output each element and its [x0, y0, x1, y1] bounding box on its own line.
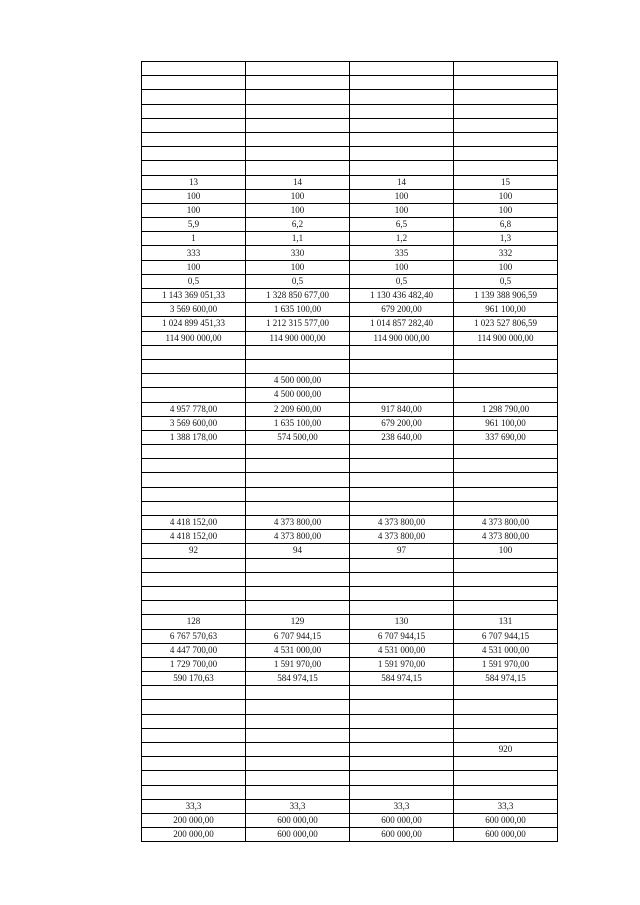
- table-cell: [350, 374, 454, 388]
- table-cell: 4 373 800,00: [350, 516, 454, 530]
- table-cell: 4 531 000,00: [350, 643, 454, 657]
- table-cell: 3 569 600,00: [142, 416, 246, 430]
- table-cell: 600 000,00: [454, 828, 558, 842]
- table-cell: 6,8: [454, 218, 558, 232]
- table-cell: 100: [142, 260, 246, 274]
- table-cell: 1 635 100,00: [246, 416, 350, 430]
- table-row: [142, 728, 558, 742]
- table-cell: 100: [454, 260, 558, 274]
- table-cell: [350, 147, 454, 161]
- table-cell: 0,5: [246, 274, 350, 288]
- table-cell: [454, 558, 558, 572]
- table-row: [142, 487, 558, 501]
- table-cell: [454, 132, 558, 146]
- table-cell: 114 900 000,00: [142, 331, 246, 345]
- table-cell: [246, 62, 350, 76]
- table-cell: 333: [142, 246, 246, 260]
- table-row: [142, 132, 558, 146]
- table-cell: 4 447 700,00: [142, 643, 246, 657]
- table-row: [142, 700, 558, 714]
- table-cell: [246, 714, 350, 728]
- table-cell: [350, 473, 454, 487]
- table-cell: 0,5: [142, 274, 246, 288]
- table-row: [142, 232, 558, 246]
- table-cell: 92: [142, 544, 246, 558]
- table-row: [142, 416, 558, 430]
- table-row: [142, 203, 558, 217]
- table-cell: 600 000,00: [350, 813, 454, 827]
- table-cell: [350, 501, 454, 515]
- table-row: [142, 445, 558, 459]
- table-row: [142, 147, 558, 161]
- table-cell: [350, 359, 454, 373]
- table-cell: [142, 601, 246, 615]
- table-cell: [246, 728, 350, 742]
- table-row: [142, 516, 558, 530]
- table-cell: 1 591 970,00: [454, 657, 558, 671]
- table-cell: [142, 345, 246, 359]
- table-row: [142, 161, 558, 175]
- table-cell: 131: [454, 615, 558, 629]
- table-cell: 114 900 000,00: [454, 331, 558, 345]
- table-cell: [142, 487, 246, 501]
- table-cell: [350, 62, 454, 76]
- table-cell: 917 840,00: [350, 402, 454, 416]
- table-cell: [142, 572, 246, 586]
- table-cell: [142, 388, 246, 402]
- table-row: [142, 90, 558, 104]
- table-cell: [142, 558, 246, 572]
- table-row: [142, 303, 558, 317]
- table-cell: 100: [142, 203, 246, 217]
- table-cell: 4 531 000,00: [246, 643, 350, 657]
- table-cell: 6 707 944,15: [350, 629, 454, 643]
- table-cell: 14: [350, 175, 454, 189]
- table-cell: 33,3: [142, 799, 246, 813]
- table-row: [142, 260, 558, 274]
- table-cell: 14: [246, 175, 350, 189]
- table-row: [142, 501, 558, 515]
- table-row: [142, 813, 558, 827]
- table-cell: 1 024 899 451,33: [142, 317, 246, 331]
- table-row: [142, 246, 558, 260]
- table-cell: 100: [454, 544, 558, 558]
- table-cell: 0,5: [350, 274, 454, 288]
- table-cell: [350, 771, 454, 785]
- table-cell: 961 100,00: [454, 416, 558, 430]
- table-cell: 1 023 527 806,59: [454, 317, 558, 331]
- table-row: [142, 274, 558, 288]
- table-cell: 6 767 570,63: [142, 629, 246, 643]
- table-cell: 100: [246, 203, 350, 217]
- table-cell: [246, 76, 350, 90]
- table-cell: [454, 445, 558, 459]
- table-cell: [454, 487, 558, 501]
- table-cell: [246, 459, 350, 473]
- table-cell: [350, 700, 454, 714]
- table-cell: [350, 118, 454, 132]
- table-cell: 1 591 970,00: [350, 657, 454, 671]
- table-cell: 100: [350, 203, 454, 217]
- table-cell: 4 373 800,00: [454, 516, 558, 530]
- table-row: [142, 62, 558, 76]
- table-cell: [454, 572, 558, 586]
- table-cell: [142, 714, 246, 728]
- table-cell: 920: [454, 743, 558, 757]
- table-cell: [142, 459, 246, 473]
- table-cell: 337 690,00: [454, 430, 558, 444]
- table-cell: 1 388 178,00: [142, 430, 246, 444]
- table-cell: [246, 501, 350, 515]
- table-cell: [246, 161, 350, 175]
- table-cell: 1: [142, 232, 246, 246]
- table-cell: [454, 118, 558, 132]
- table-cell: 100: [454, 189, 558, 203]
- table-cell: 128: [142, 615, 246, 629]
- table-row: [142, 714, 558, 728]
- table-cell: [142, 147, 246, 161]
- table-cell: 1 014 857 282,40: [350, 317, 454, 331]
- table-cell: [350, 601, 454, 615]
- table-cell: [350, 714, 454, 728]
- table-cell: [454, 473, 558, 487]
- table-cell: [246, 757, 350, 771]
- table-cell: [454, 771, 558, 785]
- table-cell: [142, 374, 246, 388]
- table-cell: [246, 118, 350, 132]
- table-cell: 4 373 800,00: [246, 516, 350, 530]
- table-cell: 584 974,15: [246, 672, 350, 686]
- table-cell: 129: [246, 615, 350, 629]
- table-cell: [142, 132, 246, 146]
- table-row: [142, 289, 558, 303]
- table-cell: 5,9: [142, 218, 246, 232]
- table-cell: [142, 757, 246, 771]
- table-cell: [454, 459, 558, 473]
- table-cell: [454, 62, 558, 76]
- table-cell: 100: [454, 203, 558, 217]
- table-cell: [246, 445, 350, 459]
- table-row: [142, 76, 558, 90]
- table-cell: 94: [246, 544, 350, 558]
- table-row: [142, 189, 558, 203]
- table-cell: 1,2: [350, 232, 454, 246]
- table-cell: 600 000,00: [454, 813, 558, 827]
- table-cell: 100: [350, 260, 454, 274]
- table-cell: [142, 161, 246, 175]
- table-cell: 33,3: [350, 799, 454, 813]
- table-cell: [142, 743, 246, 757]
- table-cell: [454, 728, 558, 742]
- table-cell: 961 100,00: [454, 303, 558, 317]
- table-cell: [246, 558, 350, 572]
- table-cell: [142, 445, 246, 459]
- table-cell: [454, 785, 558, 799]
- table-cell: 130: [350, 615, 454, 629]
- table-row: [142, 686, 558, 700]
- table-cell: [246, 147, 350, 161]
- table-cell: 114 900 000,00: [350, 331, 454, 345]
- table-cell: [142, 104, 246, 118]
- table-cell: [454, 388, 558, 402]
- table-row: [142, 459, 558, 473]
- table-cell: 679 200,00: [350, 303, 454, 317]
- table-row: [142, 374, 558, 388]
- table-cell: 1 212 315 577,00: [246, 317, 350, 331]
- table-cell: 0,5: [454, 274, 558, 288]
- table-row: [142, 118, 558, 132]
- table-cell: [350, 743, 454, 757]
- table-cell: [454, 104, 558, 118]
- table-row: [142, 345, 558, 359]
- table-cell: [142, 62, 246, 76]
- table-cell: [246, 686, 350, 700]
- table-cell: [454, 686, 558, 700]
- table-cell: [350, 445, 454, 459]
- table-cell: [142, 90, 246, 104]
- table-cell: 2 209 600,00: [246, 402, 350, 416]
- table-cell: 584 974,15: [454, 672, 558, 686]
- table-cell: 100: [142, 189, 246, 203]
- table-cell: 600 000,00: [246, 813, 350, 827]
- table-cell: 97: [350, 544, 454, 558]
- table-row: [142, 359, 558, 373]
- table-cell: [454, 714, 558, 728]
- table-cell: 33,3: [246, 799, 350, 813]
- table-cell: 4 418 152,00: [142, 516, 246, 530]
- table-cell: 335: [350, 246, 454, 260]
- table-cell: [350, 76, 454, 90]
- data-table: [141, 61, 558, 842]
- table-row: [142, 402, 558, 416]
- table-cell: [246, 785, 350, 799]
- table-cell: [454, 757, 558, 771]
- table-row: [142, 643, 558, 657]
- table-cell: [142, 118, 246, 132]
- table-cell: 4 531 000,00: [454, 643, 558, 657]
- table-row: [142, 757, 558, 771]
- table-cell: [454, 601, 558, 615]
- table-cell: 238 640,00: [350, 430, 454, 444]
- table-cell: [246, 700, 350, 714]
- table-row: [142, 104, 558, 118]
- table-cell: 100: [246, 260, 350, 274]
- table-cell: [142, 76, 246, 90]
- table-cell: 332: [454, 246, 558, 260]
- table-row: [142, 799, 558, 813]
- table-row: [142, 331, 558, 345]
- table-row: [142, 530, 558, 544]
- table-row: [142, 629, 558, 643]
- table-cell: [142, 359, 246, 373]
- table-cell: 1 130 436 482,40: [350, 289, 454, 303]
- table-row: [142, 657, 558, 671]
- table-cell: [350, 459, 454, 473]
- table-cell: [246, 473, 350, 487]
- table-cell: 1,3: [454, 232, 558, 246]
- table-cell: 6,5: [350, 218, 454, 232]
- table-cell: 330: [246, 246, 350, 260]
- data-table-body: [142, 62, 558, 842]
- table-row: [142, 743, 558, 757]
- table-cell: [350, 132, 454, 146]
- table-cell: [246, 345, 350, 359]
- table-cell: [454, 345, 558, 359]
- table-row: [142, 388, 558, 402]
- table-row: [142, 615, 558, 629]
- table-cell: [454, 161, 558, 175]
- table-cell: [454, 374, 558, 388]
- table-cell: [246, 90, 350, 104]
- table-cell: 3 569 600,00: [142, 303, 246, 317]
- table-cell: 13: [142, 175, 246, 189]
- table-row: [142, 672, 558, 686]
- table-cell: [142, 586, 246, 600]
- table-cell: 590 170,63: [142, 672, 246, 686]
- table-cell: [350, 728, 454, 742]
- table-row: [142, 586, 558, 600]
- table-cell: 4 373 800,00: [246, 530, 350, 544]
- table-cell: 574 500,00: [246, 430, 350, 444]
- table-cell: [246, 586, 350, 600]
- table-row: [142, 558, 558, 572]
- table-cell: [142, 473, 246, 487]
- table-cell: 15: [454, 175, 558, 189]
- table-cell: [350, 388, 454, 402]
- table-cell: 100: [350, 189, 454, 203]
- table-cell: [350, 90, 454, 104]
- table-cell: [246, 601, 350, 615]
- table-cell: 4 373 800,00: [350, 530, 454, 544]
- table-cell: [246, 487, 350, 501]
- table-cell: 4 500 000,00: [246, 388, 350, 402]
- table-cell: 1 635 100,00: [246, 303, 350, 317]
- table-cell: 4 373 800,00: [454, 530, 558, 544]
- table-cell: 4 418 152,00: [142, 530, 246, 544]
- table-row: [142, 175, 558, 189]
- table-cell: [350, 161, 454, 175]
- table-cell: [246, 572, 350, 586]
- table-cell: [454, 76, 558, 90]
- table-cell: [246, 104, 350, 118]
- table-row: [142, 544, 558, 558]
- table-row: [142, 473, 558, 487]
- table-cell: 33,3: [454, 799, 558, 813]
- table-cell: 600 000,00: [350, 828, 454, 842]
- table-cell: [454, 501, 558, 515]
- table-cell: 600 000,00: [246, 828, 350, 842]
- table-cell: 1 729 700,00: [142, 657, 246, 671]
- table-row: [142, 828, 558, 842]
- table-cell: 6 707 944,15: [454, 629, 558, 643]
- table-cell: [350, 785, 454, 799]
- table-cell: 6,2: [246, 218, 350, 232]
- table-cell: [350, 586, 454, 600]
- table-cell: [142, 728, 246, 742]
- table-cell: [246, 743, 350, 757]
- table-cell: 200 000,00: [142, 813, 246, 827]
- table-cell: 100: [246, 189, 350, 203]
- table-cell: [350, 757, 454, 771]
- table-cell: 1 139 388 906,59: [454, 289, 558, 303]
- table-cell: [142, 700, 246, 714]
- table-row: [142, 317, 558, 331]
- table-cell: 1 298 790,00: [454, 402, 558, 416]
- table-cell: 4 500 000,00: [246, 374, 350, 388]
- table-cell: [350, 558, 454, 572]
- table-cell: 1,1: [246, 232, 350, 246]
- table-cell: [142, 771, 246, 785]
- table-cell: 6 707 944,15: [246, 629, 350, 643]
- table-cell: [454, 700, 558, 714]
- table-cell: [454, 147, 558, 161]
- table-cell: [350, 345, 454, 359]
- table-cell: 200 000,00: [142, 828, 246, 842]
- table-cell: [246, 771, 350, 785]
- table-cell: [142, 686, 246, 700]
- table-cell: [350, 572, 454, 586]
- table-row: [142, 572, 558, 586]
- table-cell: 4 957 778,00: [142, 402, 246, 416]
- table-row: [142, 218, 558, 232]
- table-cell: 1 328 850 677,00: [246, 289, 350, 303]
- table-cell: 1 143 369 051,33: [142, 289, 246, 303]
- table-cell: [246, 132, 350, 146]
- table-row: [142, 771, 558, 785]
- table-cell: 679 200,00: [350, 416, 454, 430]
- table-cell: [142, 785, 246, 799]
- table-cell: [142, 501, 246, 515]
- table-row: [142, 430, 558, 444]
- table-cell: 1 591 970,00: [246, 657, 350, 671]
- table-cell: [454, 359, 558, 373]
- table-cell: [454, 586, 558, 600]
- table-cell: 584 974,15: [350, 672, 454, 686]
- table-cell: [454, 90, 558, 104]
- table-cell: 114 900 000,00: [246, 331, 350, 345]
- table-row: [142, 785, 558, 799]
- table-row: [142, 601, 558, 615]
- table-cell: [350, 686, 454, 700]
- table-cell: [350, 487, 454, 501]
- table-cell: [246, 359, 350, 373]
- table-cell: [350, 104, 454, 118]
